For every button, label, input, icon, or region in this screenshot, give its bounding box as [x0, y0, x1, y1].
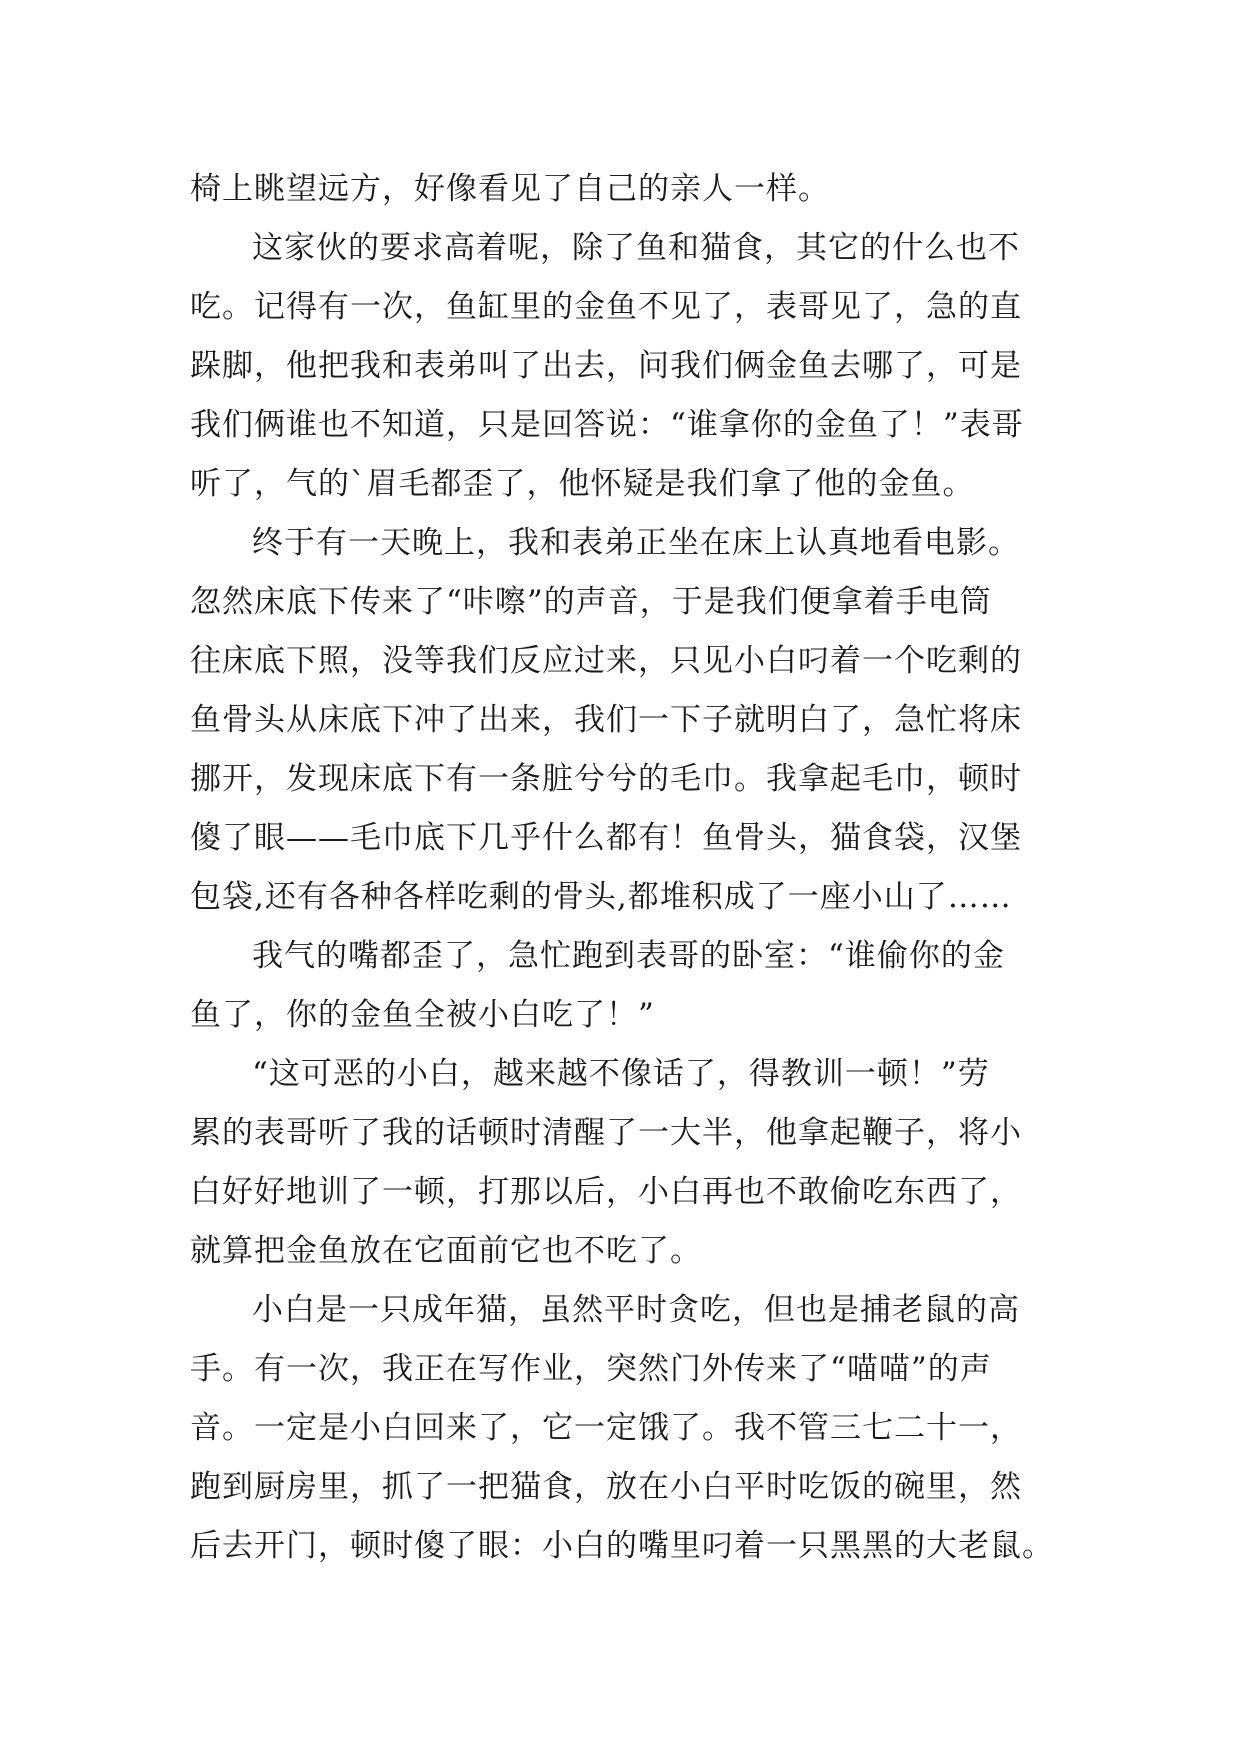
text-line: 我气的嘴都歪了，急忙跑到表哥的卧室：“谁偷你的金	[252, 938, 1005, 974]
text-line: 后去开门，顿时傻了眼：小白的嘴里叼着一只黑黑的大老鼠。	[190, 1528, 1054, 1564]
text-line: 小白是一只成年猫，虽然平时贪吃，但也是捕老鼠的高	[252, 1292, 1020, 1328]
text-line: 白好好地训了一顿，打那以后，小白再也不敢偷吃东西了，	[190, 1174, 1022, 1210]
text-line: 鱼骨头从床底下冲了出来，我们一下子就明白了，急忙将床	[190, 702, 1022, 738]
text-line: 音。一定是小白回来了，它一定饿了。我不管三七二十一，	[190, 1410, 1022, 1446]
text-line: 往床底下照，没等我们反应过来，只见小白叼着一个吃剩的	[190, 643, 1022, 679]
text-line: 我们俩谁也不知道，只是回答说：“谁拿你的金鱼了！”表哥	[190, 407, 1024, 443]
text-line: 椅上眺望远方，好像看见了自己的亲人一样。	[190, 171, 830, 207]
text-line: 手。有一次，我正在写作业，突然门外传来了“喵喵”的声	[190, 1351, 992, 1387]
text-line: 听了，气的`眉毛都歪了，他怀疑是我们拿了他的金鱼。	[190, 466, 975, 502]
text-line: 累的表哥听了我的话顿时清醒了一大半，他拿起鞭子，将小	[190, 1115, 1022, 1151]
text-line: 挪开，发现床底下有一条脏兮兮的毛巾。我拿起毛巾，顿时	[190, 761, 1022, 797]
text-line: 跺脚，他把我和表弟叫了出去，问我们俩金鱼去哪了，可是	[190, 348, 1022, 384]
text-line: 傻了眼——毛巾底下几乎什么都有！鱼骨头，猫食袋，汉堡	[190, 820, 1022, 856]
text-line: 吃。记得有一次，鱼缸里的金鱼不见了，表哥见了，急的直	[190, 289, 1022, 325]
text-line: 这家伙的要求高着呢，除了鱼和猫食，其它的什么也不	[252, 230, 1020, 266]
text-line: 就算把金鱼放在它面前它也不吃了。	[190, 1233, 702, 1269]
document-body	[190, 160, 1070, 1576]
text-line: 包袋,还有各种各样吃剩的骨头,都堆积成了一座小山了……	[190, 879, 1012, 915]
text-line: 忽然床底下传来了“咔嚓”的声音，于是我们便拿着手电筒	[190, 584, 992, 620]
text-line: “这可恶的小白，越来越不像话了，得教训一顿！”劳	[252, 1056, 990, 1092]
text-line: 跑到厨房里，抓了一把猫食，放在小白平时吃饭的碗里，然	[190, 1469, 1022, 1505]
text-line: 鱼了，你的金鱼全被小白吃了！”	[190, 997, 655, 1033]
text-line: 终于有一天晚上，我和表弟正坐在床上认真地看电影。	[252, 525, 1020, 561]
